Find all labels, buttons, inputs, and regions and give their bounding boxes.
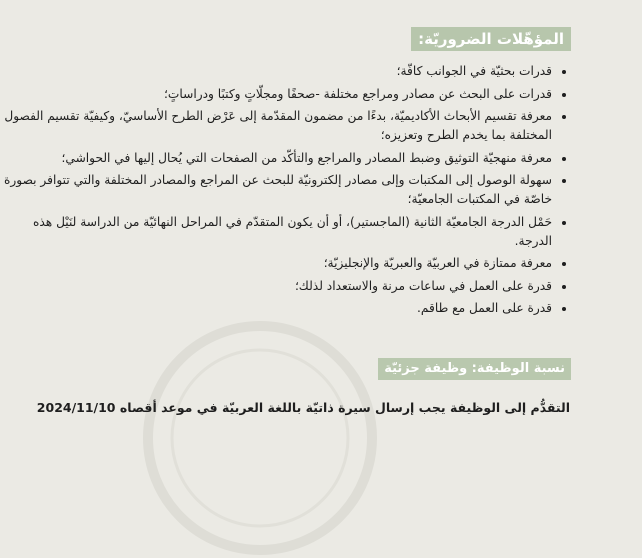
- list-item: • معرفة منهجيّة التوثيق وضبط المصادر والمراجع والتأكّد من الصفحات التي يُحال إليها في الحواشي؛: [0, 149, 552, 168]
- list-item: • قدرات على البحث عن مصادر ومراجع مختلفة -صحفًا ومجلّاتٍ وكتبًا ودراساتٍ؛: [0, 85, 552, 104]
- list-item: • معرفة ممتازة في العربيّة والعبريّة والإنجليزيّة؛: [0, 254, 552, 273]
- qualifications-heading: المؤهّلات الضروريّة:: [411, 27, 571, 51]
- qualifications-list: [0, 62, 570, 322]
- list-item: • حَمْل الدرجة الجامعيّة الثانية (الماجستير)، أو أن يكون المتقدّم في المراحل النهائيّة من الدراسة لنَيْل هذه الدرجة.: [0, 213, 552, 251]
- list-item: • معرفة تقسيم الأبحاث الأكاديميّة، بدءًا من مضمون المقدّمة إلى عَرْض الطرح الأساسيّ، وكيفيّة تقسيم الفصول المختلفة بما يخدم الطرح وتعزيزه؛: [0, 107, 552, 145]
- list-item: • قدرة على العمل في ساعات مرنة والاستعداد لذلك؛: [0, 277, 552, 296]
- job-percentage-heading: نسبة الوظيفة: وظيفة جزئيّة: [378, 358, 571, 380]
- list-item: • قدرة على العمل مع طاقم.: [0, 299, 552, 318]
- application-instructions: التقدُّم إلى الوظيفة يجب إرسال سيرة ذاتيّة باللغة العربيّة في موعد أقصاه 2024/11/10: [36, 400, 570, 415]
- list-item: • قدرات بحثيّة في الجوانب كافّة؛: [0, 62, 552, 81]
- list-item: • سهولة الوصول إلى المكتبات وإلى مصادر إلكترونيّة للبحث عن المراجع والمصادر المختلفة والتي تتوافر بصورة خاصّة في المكتبات الجامعيّة؛: [0, 171, 552, 209]
